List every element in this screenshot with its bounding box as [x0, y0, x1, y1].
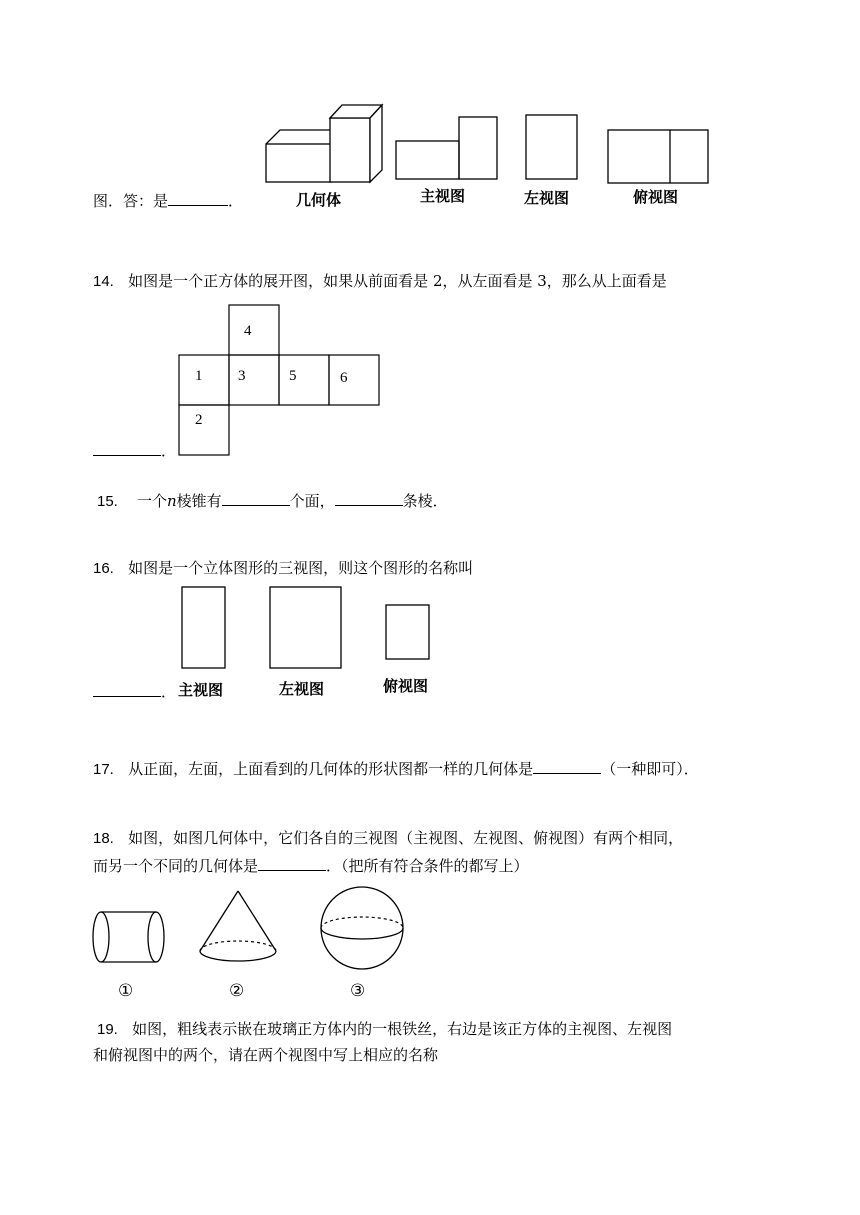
q14-number: 14.: [93, 273, 114, 290]
q14-suffix: ．: [161, 442, 177, 460]
q16-text: 如图是一个立体图形的三视图，则这个图形的名称叫: [128, 559, 474, 577]
q14-answer-blank[interactable]: [93, 440, 161, 456]
q19-number: 19.: [97, 1021, 118, 1038]
q18-number: 18.: [93, 830, 114, 847]
q15-blank-edges[interactable]: [335, 490, 403, 506]
q18-question-line1: [93, 828, 683, 849]
q14-answer-line: [93, 440, 176, 461]
q13-label-front: 主视图: [420, 187, 466, 205]
q17-number: 17.: [93, 761, 114, 778]
q15-text-c: 个面，: [289, 492, 335, 510]
q19-line2: 和俯视图中的两个，请在两个视图中写上相应的名称: [93, 1046, 439, 1064]
q19-line1: 如图，粗线表示嵌在玻璃正方体内的一根铁丝，右边是该正方体的主视图、左视图: [132, 1020, 673, 1038]
q14-question: [93, 271, 667, 292]
q14-face-5: 5: [289, 368, 297, 384]
q16-front-view: [180, 585, 228, 671]
q18-label-2: ②: [229, 981, 245, 1001]
q13-label-top: 俯视图: [633, 188, 679, 206]
q13-answer-line: [93, 190, 243, 211]
q13-top-view: [606, 128, 712, 184]
q13-prefix: 图．答：是: [93, 192, 169, 210]
q13-label-solid: 几何体: [296, 191, 342, 209]
q18-answer-blank[interactable]: [258, 855, 326, 871]
q15-question: [97, 490, 448, 512]
q18-sphere: [318, 884, 406, 972]
q13-left-view: [524, 113, 580, 181]
q18-question-line2: [93, 855, 529, 876]
q18-cone: [196, 888, 280, 968]
q18-label-1: ①: [118, 981, 134, 1001]
q14-face-6: 6: [340, 370, 348, 386]
q17-text: 从正面，左面，上面看到的几何体的形状图都一样的几何体是: [128, 760, 534, 778]
q16-question: [93, 558, 473, 579]
q18-cylinder: [90, 908, 170, 968]
q14-face-3: 3: [238, 368, 246, 384]
q14-face-1: 1: [195, 368, 203, 384]
q13-solid-figure: [262, 100, 387, 185]
q16-label-front: 主视图: [178, 681, 224, 699]
q16-answer-blank[interactable]: [93, 681, 161, 697]
q19-question-line1: [97, 1019, 672, 1040]
q14-cube-net: [178, 304, 382, 456]
q17-question: [93, 758, 699, 780]
q17-suffix: （一种即可）．: [601, 760, 699, 778]
q16-left-view: [268, 585, 344, 671]
q17-answer-blank[interactable]: [533, 758, 601, 774]
q13-front-view: [394, 115, 500, 183]
q15-blank-faces[interactable]: [222, 490, 290, 506]
q16-answer-line: [93, 681, 176, 702]
q16-label-top: 俯视图: [383, 677, 429, 695]
q14-face-2: 2: [195, 412, 203, 428]
q15-text-b: 棱锥有: [176, 492, 222, 510]
q16-suffix: ．: [161, 683, 177, 701]
q15-text-a: 一个: [136, 492, 167, 510]
q13-label-left: 左视图: [524, 189, 570, 207]
q14-text: 如图是一个正方体的展开图，如果从前面看是 2，从左面看是 3，那么从上面看是: [128, 272, 667, 290]
q18-label-3: ③: [350, 981, 366, 1001]
q16-top-view: [384, 603, 432, 663]
q18-line2-b: ．（把所有符合条件的都写上）: [326, 857, 529, 875]
q13-answer-blank[interactable]: [168, 190, 228, 206]
q16-label-left: 左视图: [279, 680, 325, 698]
q15-text-d: 条棱．: [402, 492, 448, 510]
q18-line1: 如图，如图几何体中，它们各自的三视图（主视图、左视图、俯视图）有两个相同，: [128, 829, 684, 847]
q13-suffix: ．: [228, 192, 244, 210]
q15-number: 15.: [97, 493, 118, 510]
q15-var-n: n: [166, 492, 177, 510]
q14-face-4: 4: [244, 323, 252, 339]
q19-question-line2: [93, 1045, 438, 1065]
q16-number: 16.: [93, 560, 114, 577]
q18-line2-a: 而另一个不同的几何体是: [93, 857, 259, 875]
